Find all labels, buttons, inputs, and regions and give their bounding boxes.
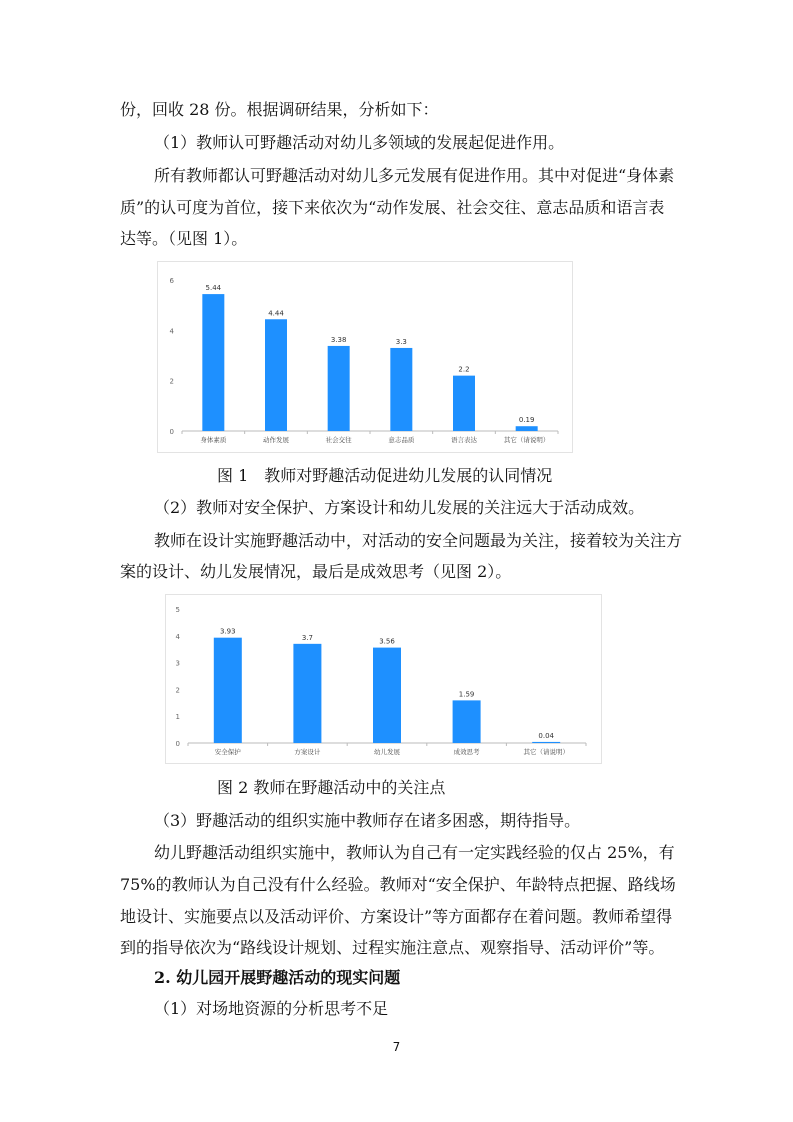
bar	[202, 294, 224, 431]
bar	[453, 376, 475, 431]
text-line: 教师在设计实施野趣活动中，对活动的安全问题最为关注，接着较为关注方	[154, 531, 683, 550]
figure-2-svg	[166, 595, 601, 763]
section-title: 2. 幼儿园开展野趣活动的现实问题	[154, 968, 401, 987]
x-tick-label: 其它（请说明）	[523, 748, 569, 756]
x-tick-label: 身体素质	[200, 436, 227, 444]
y-tick-label: 4	[175, 632, 180, 641]
data-label: 2.2	[458, 365, 470, 374]
y-tick-label: 0	[175, 740, 180, 748]
data-label: 3.93	[220, 627, 236, 636]
bar	[328, 346, 350, 431]
bar	[532, 742, 560, 743]
x-tick-label: 其它（请说明）	[503, 436, 550, 444]
data-label: 3.3	[395, 337, 407, 346]
figure-2-caption: 图 2 教师在野趣活动中的关注点	[217, 778, 446, 797]
y-tick-label: 1	[175, 713, 180, 722]
data-label: 0.19	[518, 416, 535, 425]
section-heading: （2）教师对安全保护、方案设计和幼儿发展的关注远大于活动成效。	[154, 498, 645, 517]
bar	[293, 644, 321, 743]
text-line: 份，回收 28 份。根据调研结果，分析如下：	[120, 100, 439, 119]
x-tick-label: 语言表达	[451, 436, 477, 444]
data-label: 3.7	[301, 633, 313, 642]
text-line: 达等。（见图 1）。	[120, 229, 248, 248]
text-line: 到的指导依次为“路线设计规划、过程实施注意点、观察指导、活动评价”等。	[120, 938, 665, 957]
x-tick-label: 意志品质	[388, 436, 415, 444]
data-label: 5.44	[205, 284, 222, 293]
data-label: 1.59	[458, 690, 475, 699]
data-label: 4.44	[268, 309, 284, 318]
bar	[390, 348, 412, 431]
y-tick-label: 5	[175, 606, 180, 614]
y-tick-label: 6	[169, 277, 174, 285]
x-tick-label: 成效思考	[453, 748, 480, 756]
x-tick-label: 幼儿发展	[374, 748, 400, 756]
figure-2-chart	[165, 594, 602, 764]
x-tick-label: 方案设计	[294, 748, 321, 756]
page-number: 7	[392, 1040, 401, 1054]
text-line: 75%的教师认为自己没有什么经验。教师对“安全保护、年龄特点把握、路线场	[120, 875, 676, 894]
data-label: 3.56	[379, 637, 395, 646]
y-tick-label: 2	[169, 377, 174, 386]
bar	[373, 648, 401, 743]
y-tick-label: 3	[175, 659, 180, 668]
x-tick-label: 安全保护	[214, 748, 241, 756]
bar	[214, 638, 242, 743]
data-label: 0.04	[538, 731, 554, 740]
y-tick-label: 0	[169, 428, 174, 436]
data-label: 3.38	[330, 335, 347, 344]
text-line: 案的设计、幼儿发展情况，最后是成效思考（见图 2）。	[120, 562, 512, 581]
text-line: 地设计、实施要点以及活动评价、方案设计”等方面都存在着问题。教师希望得	[120, 907, 673, 926]
bar	[516, 426, 538, 431]
text-line: 幼儿野趣活动组织实施中，教师认为自己有一定实践经验的仅占 25%，有	[154, 843, 675, 862]
section-heading: （3）野趣活动的组织实施中教师存在诸多困惑，期待指导。	[154, 811, 581, 830]
y-tick-label: 4	[169, 327, 174, 336]
x-tick-label: 动作发展	[263, 436, 289, 444]
figure-1-caption: 图 1 教师对野趣活动促进幼儿发展的认同情况	[217, 466, 553, 485]
bar	[453, 700, 481, 743]
figure-1-svg	[158, 262, 572, 452]
figure-1-chart	[157, 261, 573, 453]
bar	[265, 319, 287, 431]
section-heading: （1）教师认可野趣活动对幼儿多领域的发展起促进作用。	[154, 133, 565, 152]
x-tick-label: 社会交往	[325, 436, 352, 444]
text-line: 质”的认可度为首位，接下来依次为“动作发展、社会交往、意志品质和语言表	[120, 198, 665, 217]
y-tick-label: 2	[175, 686, 180, 695]
subsection-heading: （1）对场地资源的分析思考不足	[154, 999, 389, 1018]
text-line: 所有教师都认可野趣活动对幼儿多元发展有促进作用。其中对促进“身体素	[154, 166, 675, 185]
